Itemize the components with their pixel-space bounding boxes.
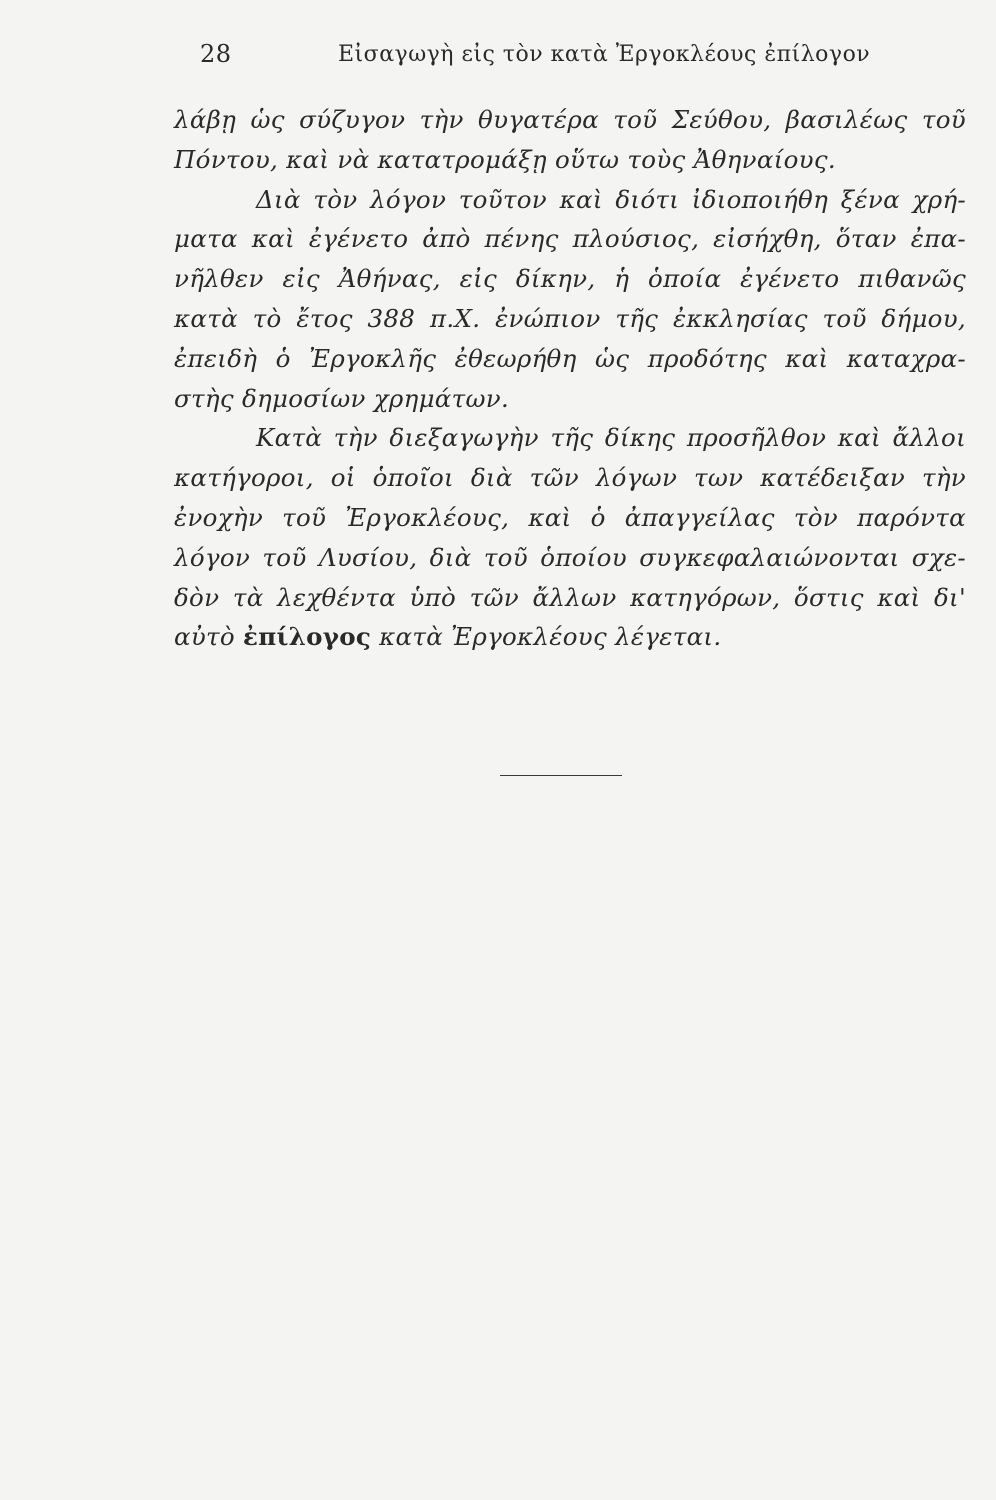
paragraph-start-line: Διὰ τὸν λόγον τοῦτον καὶ διότι ἰδιοποιήθη ξένα χρή-: [256, 184, 966, 214]
text-line: ἐνοχὴν τοῦ Ἐργοκλέους, καὶ ὁ ἀπαγγείλας τὸν παρόντα: [174, 502, 966, 532]
text-line: λάβῃ ὡς σύζυγον τὴν θυγατέρα τοῦ Σεύθου, βασιλέως τοῦ: [174, 105, 966, 134]
text-fragment: αὐτὸ: [174, 622, 244, 652]
bold-term: ἐπίλογος: [243, 622, 372, 652]
text-line: Πόντου, καὶ νὰ κατατρομάξῃ οὕτω τοὺς Ἀθηναίους.: [174, 144, 836, 174]
text-line: νῆλθεν εἰς Ἀθήνας, εἰς δίκην, ἡ ὁποία ἐγένετο πιθανῶς: [174, 264, 966, 294]
text-fragment: κατὰ Ἐργοκλέους λέγεται.: [371, 622, 722, 652]
text-line: κατὰ τὸ ἔτος 388 π.Χ. ἐνώπιον τῆς ἐκκλησίας τοῦ δήμου,: [174, 303, 966, 333]
section-divider: [500, 775, 622, 776]
text-line: κατήγοροι, οἱ ὁποῖοι διὰ τῶν λόγων των κατέδειξαν τὴν: [174, 463, 966, 493]
text-line: ἐπειδὴ ὁ Ἐργοκλῆς ἐθεωρήθη ὡς προδότης καὶ καταχρα-: [174, 343, 966, 373]
text-line: λόγον τοῦ Λυσίου, διὰ τοῦ ὁποίου συγκεφαλαιώνονται σχε-: [174, 542, 966, 572]
running-head: Εἰσαγωγὴ εἰς τὸν κατὰ Ἐργοκλέους ἐπίλογον: [338, 42, 871, 67]
text-line: ματα καὶ ἐγένετο ἀπὸ πένης πλούσιος, εἰσήχθη, ὅταν ἐπα-: [174, 224, 966, 254]
text-line: στὴς δημοσίων χρημάτων.: [174, 383, 510, 413]
text-line: δὸν τὰ λεχθέντα ὑπὸ τῶν ἄλλων κατηγόρων, ὅστις καὶ δι': [174, 582, 966, 612]
page-number: 28: [200, 40, 232, 68]
text-line-final: [174, 617, 966, 657]
paragraph-start-line: Κατὰ τὴν διεξαγωγὴν τῆς δίκης προσῆλθον καὶ ἄλλοι: [256, 423, 966, 453]
body-text: [174, 100, 966, 657]
